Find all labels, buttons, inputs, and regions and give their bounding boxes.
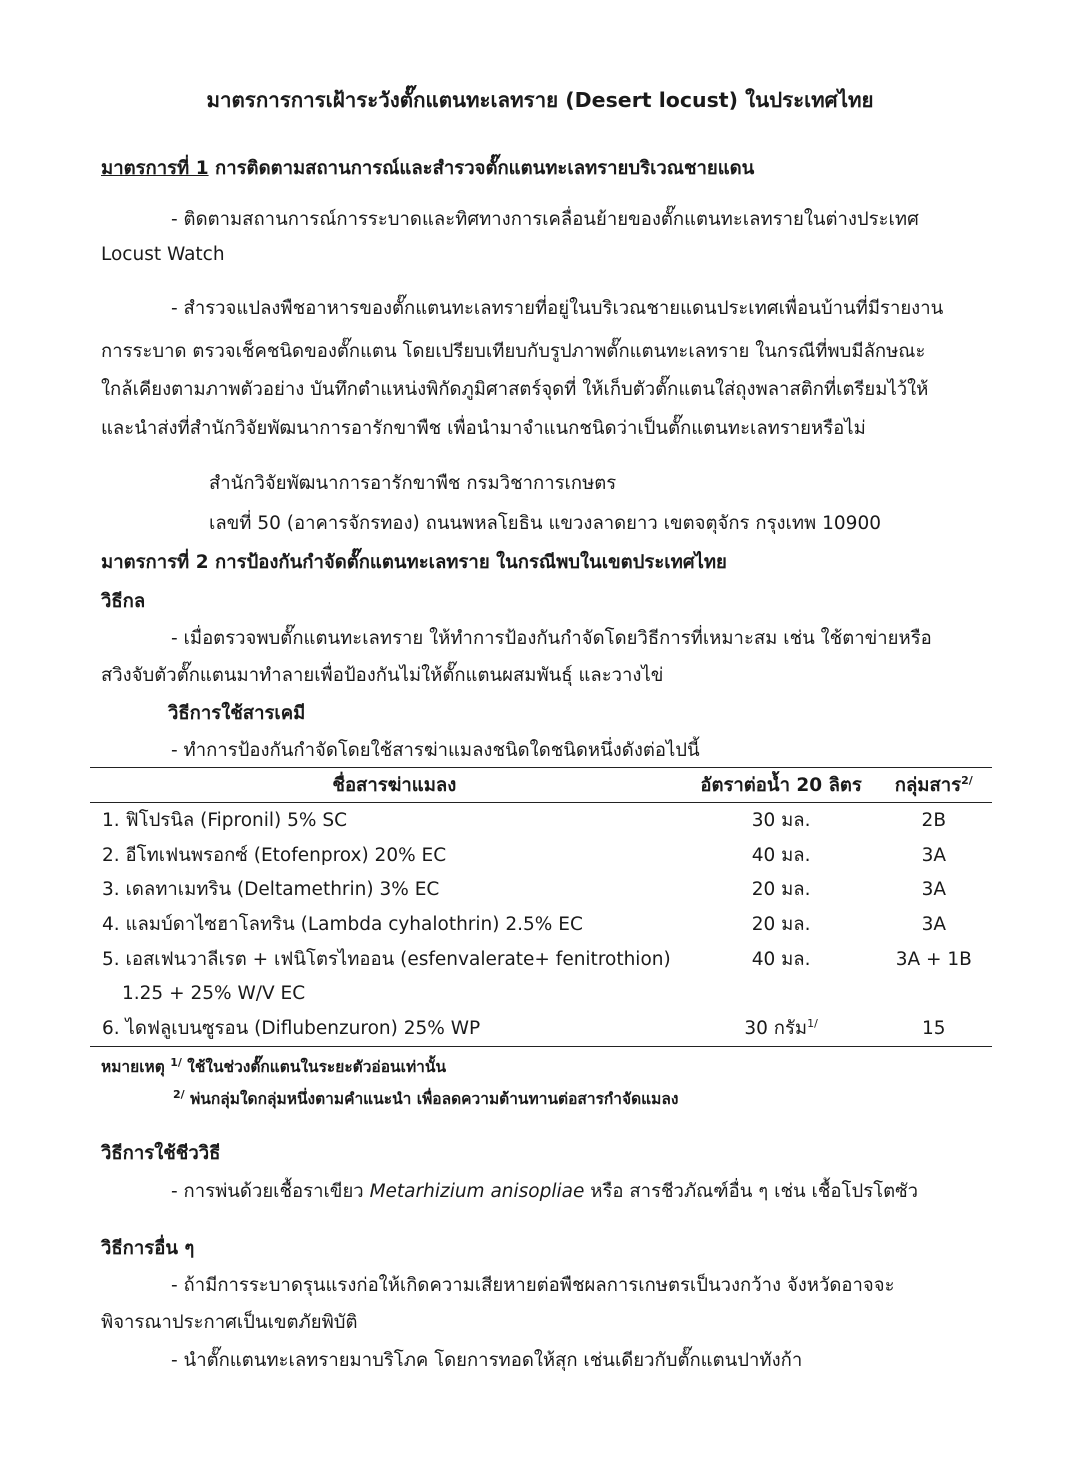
measure1-label: มาตรการที่ 1 (101, 158, 209, 179)
note-label: หมายเหตุ (101, 1058, 165, 1076)
row-group: 3A (921, 879, 946, 901)
measure1-title: การติดตามสถานการณ์และสำรวจตั๊กแตนทะเลทรายบริเวณชายแดน (215, 158, 755, 179)
table-row (90, 1011, 992, 1046)
note-1-sup: 1/ (170, 1055, 182, 1069)
other-line3: - นำตั๊กแตนทะเลทรายมาบริโภค โดยการทอดให้สุก เช่นเดียวกับตั๊กแตนปาทังก้า (171, 1350, 803, 1371)
row-rate (687, 976, 876, 1011)
bio-line-pre: - การพ่นด้วยเชื้อราเขียว (171, 1181, 364, 1202)
row-rate: 40 มล. (751, 844, 811, 866)
chemical-line: - ทำการป้องกันกำจัดโดยใช้สารฆ่าแมลงชนิดใดชนิดหนึ่งดังต่อไปนี้ (171, 740, 700, 761)
note-2-text: พ่นกลุ่มใดกลุ่มหนึ่งตามคำแนะนำ เพื่อลดความต้านทานต่อสารกำจัดแมลง (190, 1090, 679, 1108)
table-row (90, 838, 992, 873)
note-1-text: ใช้ในช่วงตั๊กแตนในระยะตัวอ่อนเท่านั้น (187, 1058, 447, 1076)
header-name: ชื่อสารฆ่าแมลง (90, 768, 687, 803)
bio-line (171, 1177, 918, 1206)
row-name: 4. แลมบ์ดาไซฮาโลทริน (Lambda cyhalothrin) 2.5% EC (102, 913, 583, 935)
row-rate: 30 มล. (751, 809, 811, 831)
row-name: 5. เอสเฟนวาลีเรต + เฟนิโตรไทออน (esfenvalerate+ fenitrothion) (102, 948, 671, 970)
row-group: 3A (921, 844, 946, 866)
bio-line-post: หรือ สารชีวภัณฑ์อื่น ๆ เช่น เชื้อโปรโตซัว (590, 1181, 919, 1202)
row-group: 15 (876, 1011, 992, 1046)
table-row (90, 907, 992, 942)
row-group (876, 976, 992, 1011)
table-row (90, 976, 992, 1011)
measure1-item2-line1: - สำรวจแปลงพืชอาหารของตั๊กแตนทะเลทรายที่อยู่ในบริเวณชายแดนประเทศเพื่อนบ้านที่มีรายงาน (171, 298, 944, 319)
mechanical-line2: สวิงจับตัวตั๊กแตนมาทำลายเพื่อป้องกันไม่ให้ตั๊กแตนผสมพันธุ์ และวางไข่ (101, 665, 664, 686)
header-group (876, 768, 992, 803)
row-rate-sup: 1/ (807, 1016, 818, 1030)
chemical-heading: วิธีการใช้สารเคมี (168, 703, 306, 724)
other-line1: - ถ้ามีการระบาดรุนแรงก่อให้เกิดความเสียหายต่อพืชผลการเกษตรเป็นวงกว้าง จังหวัดอาจจะ (171, 1275, 895, 1296)
note-1 (101, 1054, 446, 1079)
row-group: 3A + 1B (895, 948, 972, 970)
mechanical-line1: - เมื่อตรวจพบตั๊กแตนทะเลทราย ให้ทำการป้องกันกำจัดโดยวิธีการที่เหมาะสม เช่น ใช้ตาข่ายหรือ (171, 628, 932, 649)
header-rate: อัตราต่อน้ำ 20 ลิตร (687, 768, 876, 803)
bio-heading: วิธีการใช้ชีววิธี (101, 1143, 221, 1164)
row-rate (687, 1011, 876, 1046)
row-name: 1. ฟิโปรนิล (Fipronil) 5% SC (102, 809, 348, 831)
measure1-item2-line2: การระบาด ตรวจเช็คชนิดของตั๊กแตน โดยเปรียบเทียบกับรูปภาพตั๊กแตนทะเลทราย ในกรณีที่พบมีลักษณะ (101, 341, 926, 362)
row-rate: 20 มล. (751, 879, 811, 901)
row-rate-value: 30 กรัม (744, 1017, 808, 1039)
measure1-item1-line2: Locust Watch (101, 244, 225, 265)
measure1-item1-line1: - ติดตามสถานการณ์การระบาดและทิศทางการเคลื่อนย้ายของตั๊กแตนทะเลทรายในต่างประเทศ (171, 209, 919, 230)
row-rate: 20 มล. (751, 913, 811, 935)
table-row (90, 803, 992, 838)
measure1-item2-line3: ใกล้เคียงตามภาพตัวอย่าง บันทึกตำแหน่งพิกัดภูมิศาสตร์จุดที่ ให้เก็บตัวตั๊กแตนใส่ถุงพลาสติกที่เตรียมไว้ให้ (101, 379, 929, 400)
other-line2: พิจารณาประกาศเป็นเขตภัยพิบัติ (101, 1312, 358, 1333)
table-row (90, 942, 992, 977)
document-title: มาตรการการเฝ้าระวังตั๊กแตนทะเลทราย (Desert locust) ในประเทศไทย (206, 88, 874, 112)
measure1-item2-line4: และนำส่งที่สำนักวิจัยพัฒนาการอารักขาพืช เพื่อนำมาจำแนกชนิดว่าเป็นตั๊กแตนทะเลทรายหรือไม่ (101, 418, 866, 439)
header-group-label: กลุ่มสาร (894, 774, 962, 796)
row-group: 2B (921, 809, 947, 831)
measure1-heading (101, 154, 754, 183)
note-2 (173, 1086, 678, 1111)
row-name: 2. อีโทเฟนพรอกซ์ (Etofenprox) 20% EC (102, 844, 447, 866)
address-line2: เลขที่ 50 (อาคารจักรทอง) ถนนพหลโยธิน แขวงลาดยาว เขตจตุจักร กรุงเทพ 10900 (209, 513, 881, 534)
mechanical-heading: วิธีกล (101, 591, 146, 612)
table-header-row (90, 768, 992, 803)
row-name-continued: 1.25 + 25% W/V EC (122, 983, 306, 1005)
row-name: 3. เดลทาเมทริน (Deltamethrin) 3% EC (102, 879, 440, 901)
address-line1: สำนักวิจัยพัฒนาการอารักขาพืช กรมวิชาการเกษตร (209, 473, 617, 494)
row-name: 6. ไดฟลูเบนซูรอน (Diflubenzuron) 25% WP (90, 1011, 687, 1046)
note-2-sup: 2/ (173, 1087, 185, 1101)
table-row (90, 872, 992, 907)
row-rate: 40 มล. (751, 948, 811, 970)
measure2-heading: มาตรการที่ 2 การป้องกันกำจัดตั๊กแตนทะเลทราย ในกรณีพบในเขตประเทศไทย (101, 552, 727, 573)
header-group-sup: 2/ (961, 773, 973, 787)
insecticide-table (90, 767, 992, 1047)
row-group: 3A (921, 913, 946, 935)
bio-line-species: Metarhizium anisopliae (369, 1181, 585, 1202)
other-heading: วิธีการอื่น ๆ (101, 1238, 195, 1259)
